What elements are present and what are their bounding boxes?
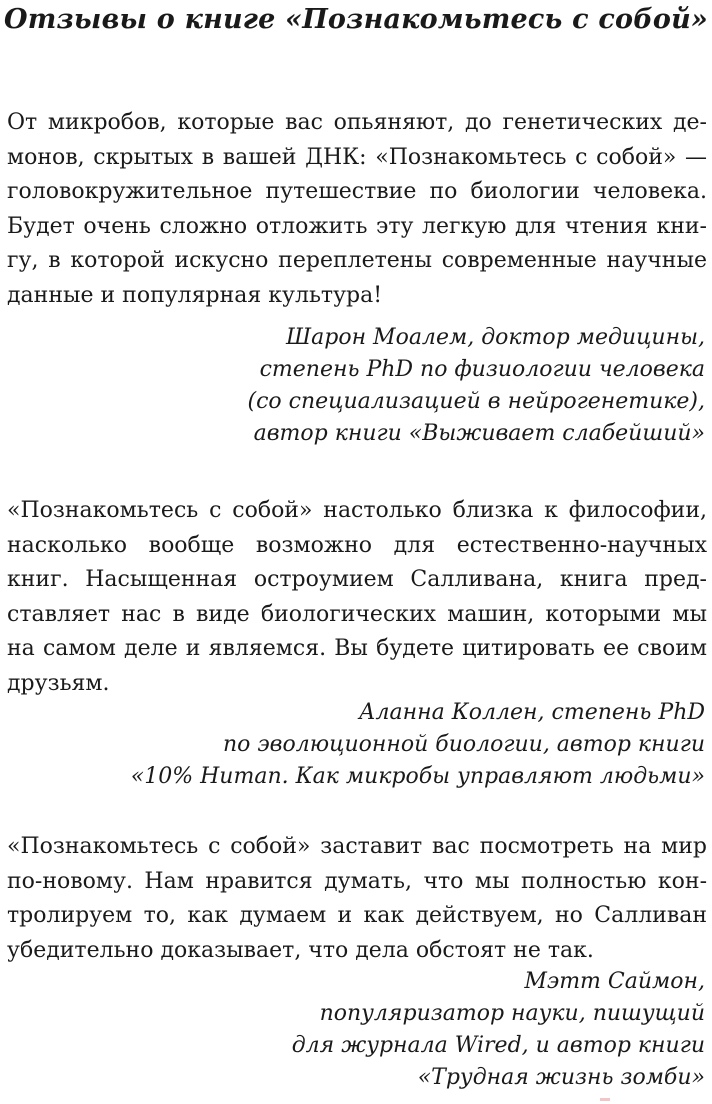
scan-mark: [600, 1098, 610, 1101]
review-1-line: Будет очень сложно отложить эту легкую для чтения кни-: [7, 213, 707, 239]
attribution-line: степень PhD по физиологии человека: [259, 357, 705, 382]
attribution-line: «10% Human. Как микробы управляют людьми»: [130, 764, 705, 789]
review-3-line: убедительно доказывает, что дела обстоят не так.: [7, 937, 594, 963]
review-1-text: [7, 106, 707, 313]
review-2-text: [7, 494, 707, 701]
review-2-attribution: [5, 697, 705, 793]
attribution-line: популяризатор науки, пишущий: [319, 1001, 705, 1026]
review-2-line: «Познакомьтесь с собой» настолько близка к философии,: [7, 498, 707, 523]
review-3-line: по-новому. Нам нравится думать, что мы полностью кон-: [7, 868, 707, 894]
review-1-line: монов, скрытых в вашей ДНК: «Познакомьтесь с собой» —: [7, 144, 707, 170]
review-1-line: гу, в которой искусно переплетены современные научные: [7, 248, 707, 273]
review-1-line: головокружительное путешествие по биологии человека.: [7, 179, 707, 204]
page-title: Отзывы о книге «Познакомьтесь с собой»: [3, 4, 709, 35]
review-3-line: тролируем то, как думаем и как действуем, но Салливан: [7, 903, 707, 928]
attribution-line: по эволюционной биологии, автор книги: [222, 732, 705, 757]
review-1-attribution: [5, 322, 705, 450]
review-2-line: ставляет нас в виде биологических машин, которыми мы: [7, 601, 707, 627]
attribution-line: (со специализацией в нейрогенетике),: [247, 389, 705, 414]
review-3-line: «Познакомьтесь с собой» заставит вас посмотреть на мир: [7, 834, 707, 859]
attribution-line: Мэтт Саймон,: [524, 969, 705, 994]
attribution-line: для журнала Wired, и автор книги: [291, 1033, 705, 1058]
attribution-line: «Трудная жизнь зомби»: [417, 1065, 705, 1090]
review-1-line: От микробов, которые вас опьяняют, до генетических де-: [7, 110, 707, 135]
attribution-line: Шарон Моалем, доктор медицины,: [286, 325, 705, 350]
review-1-line: данные и популярная культура!: [7, 282, 383, 308]
review-3-text: [7, 830, 707, 968]
review-3-attribution: [5, 966, 705, 1094]
review-2-line: на самом деле и являемся. Вы будете цитировать ее своим: [7, 636, 707, 661]
attribution-line: Аланна Коллен, степень PhD: [358, 700, 705, 725]
attribution-line: автор книги «Выживает слабейший»: [253, 421, 705, 446]
review-2-line: книг. Насыщенная остроумием Салливана, книга пред-: [7, 567, 707, 592]
review-2-line: друзьям.: [7, 670, 110, 696]
review-2-line: насколько вообще возможно для естественно-научных: [7, 532, 707, 558]
